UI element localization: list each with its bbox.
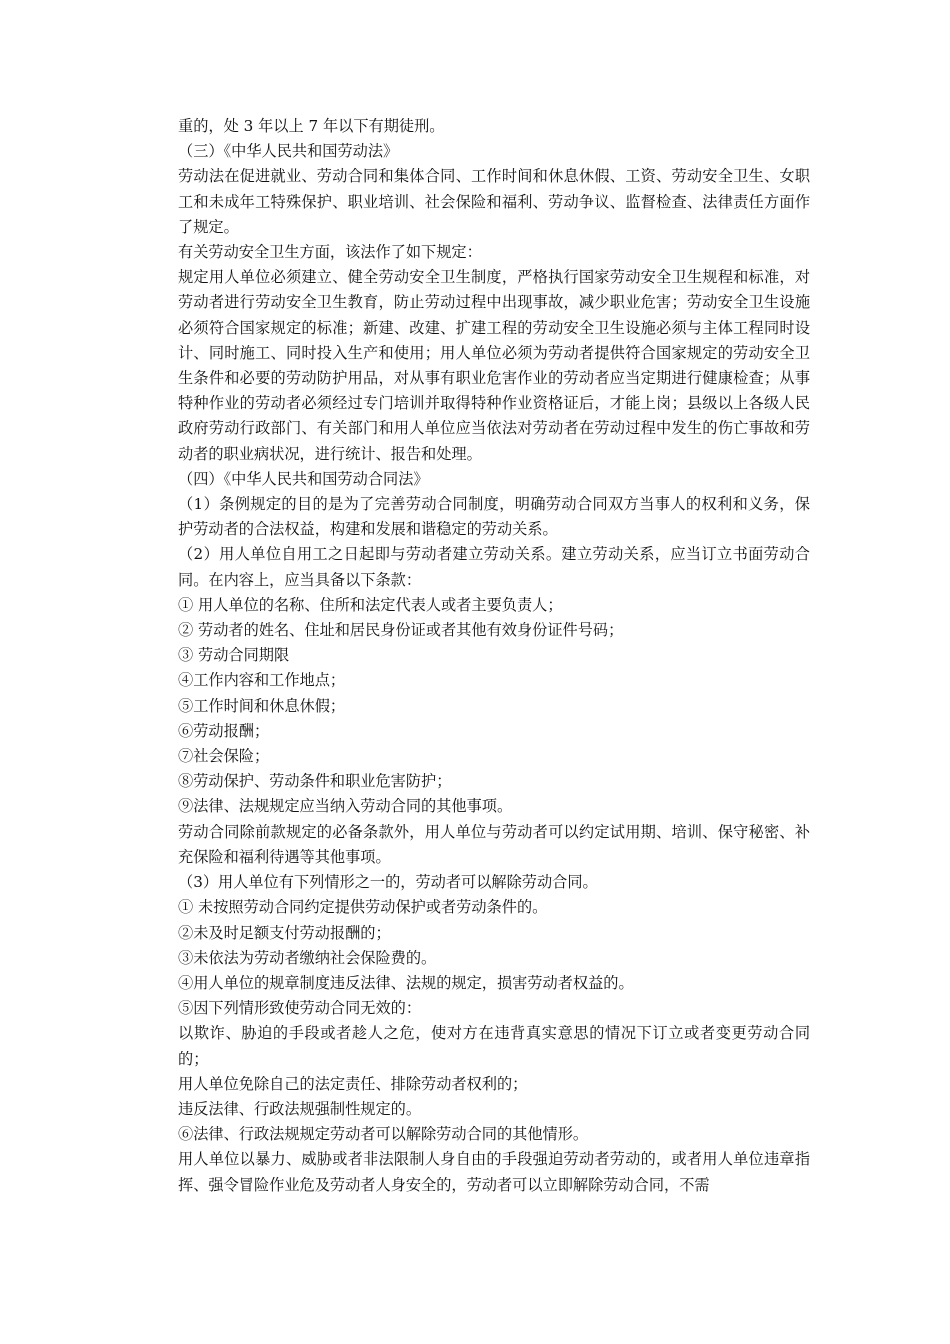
list-item: ④用人单位的规章制度违反法律、法规的规定，损害劳动者权益的。	[178, 973, 634, 992]
list-item: ④工作内容和工作地点；	[178, 671, 346, 690]
paragraph-safety-rules: 规定用人单位必须建立、健全劳动安全卫生制度，严格执行国家劳动安全卫生规程和标准，对劳动者进行劳动安全卫生教育，防止劳动过程中出现事故，减少职业危害；劳动安全卫生设施必须符合国家规定的标准；新建、改建、扩建工程的劳动安全卫生设施必须与主体工程同时设计、同时施工、同时投入生产和使用；用人单位必须为劳动者提供符合国家规定的劳动安全卫生条件和必要的劳动防护用品，对从事有职业危害作业的劳动者应当定期进行健康检查；从事特种作业的劳动者必须经过专门培训并取得特种作业资格证后，才能上岗；县级以上各级人民政府劳动行政部门、有关部门和用人单位应当依法对劳动者在劳动过程中发生的伤亡事故和劳动者的职业病状况，进行统计、报告和处理。	[178, 268, 810, 463]
paragraph-penalty-continuation: 重的，处 3 年以上 7 年以下有期徒刑。	[178, 117, 445, 135]
list-item: ③ 劳动合同期限	[178, 646, 290, 665]
list-item: ③未依法为劳动者缴纳社会保险费的。	[178, 948, 437, 967]
list-item: ② 劳动者的姓名、住址和居民身份证或者其他有效身份证件号码；	[178, 621, 624, 640]
document-body	[178, 114, 810, 1198]
paragraph-invalid-exemption: 用人单位免除自己的法定责任、排除劳动者权利的；	[178, 1074, 528, 1093]
list-item: ① 未按照劳动合同约定提供劳动保护或者劳动条件的。	[178, 898, 548, 917]
list-item: ⑤工作时间和休息休假；	[178, 696, 346, 715]
paragraph-immediate-termination: 用人单位以暴力、威胁或者非法限制人身自由的手段强迫劳动者劳动的，或者用人单位违章指挥、强令冒险作业危及劳动者人身安全的，劳动者可以立即解除劳动合同，不需	[178, 1150, 810, 1194]
paragraph-labor-law-scope: 劳动法在促进就业、劳动合同和集体合同、工作时间和休息休假、工资、劳动安全卫生、女职工和未成年工特殊保护、职业培训、社会保险和福利、劳动争议、监督检查、法律责任方面作了规定。	[178, 167, 810, 236]
paragraph-invalid-violation: 违反法律、行政法规强制性规定的。	[178, 1099, 421, 1118]
list-item: ⑥法律、行政法规规定劳动者可以解除劳动合同的其他情形。	[178, 1125, 589, 1144]
paragraph-safety-intro: 有关劳动安全卫生方面，该法作了如下规定：	[178, 243, 482, 262]
paragraph-clause-1: （1）条例规定的目的是为了完善劳动合同制度，明确劳动合同双方当事人的权利和义务，保护劳动者的合法权益，构建和发展和谐稳定的劳动关系。	[178, 495, 810, 539]
list-item: ②未及时足额支付劳动报酬的；	[178, 923, 391, 942]
section-heading-labor-contract-law: （四）《中华人民共和国劳动合同法》	[178, 469, 429, 488]
list-item: ⑤因下列情形致使劳动合同无效的：	[178, 999, 421, 1018]
paragraph-clause-2: （2）用人单位自用工之日起即与劳动者建立劳动关系。建立劳动关系，应当订立书面劳动合同。在内容上，应当具备以下条款：	[178, 545, 810, 589]
paragraph-invalid-fraud: 以欺诈、胁迫的手段或者趁人之危，使对方在违背真实意思的情况下订立或者变更劳动合同的；	[178, 1024, 810, 1068]
paragraph-optional-terms: 劳动合同除前款规定的必备条款外，用人单位与劳动者可以约定试用期、培训、保守秘密、补充保险和福利待遇等其他事项。	[178, 822, 810, 866]
list-item: ⑧劳动保护、劳动条件和职业危害防护；	[178, 772, 452, 791]
list-item: ⑦社会保险；	[178, 747, 270, 766]
list-item: ① 用人单位的名称、住所和法定代表人或者主要负责人；	[178, 595, 563, 614]
paragraph-clause-3: （3）用人单位有下列情形之一的，劳动者可以解除劳动合同。	[178, 873, 598, 892]
list-item: ⑨法律、法规规定应当纳入劳动合同的其他事项。	[178, 797, 513, 816]
section-heading-labor-law: （三）《中华人民共和国劳动法》	[178, 142, 399, 161]
list-item: ⑥劳动报酬；	[178, 721, 270, 740]
